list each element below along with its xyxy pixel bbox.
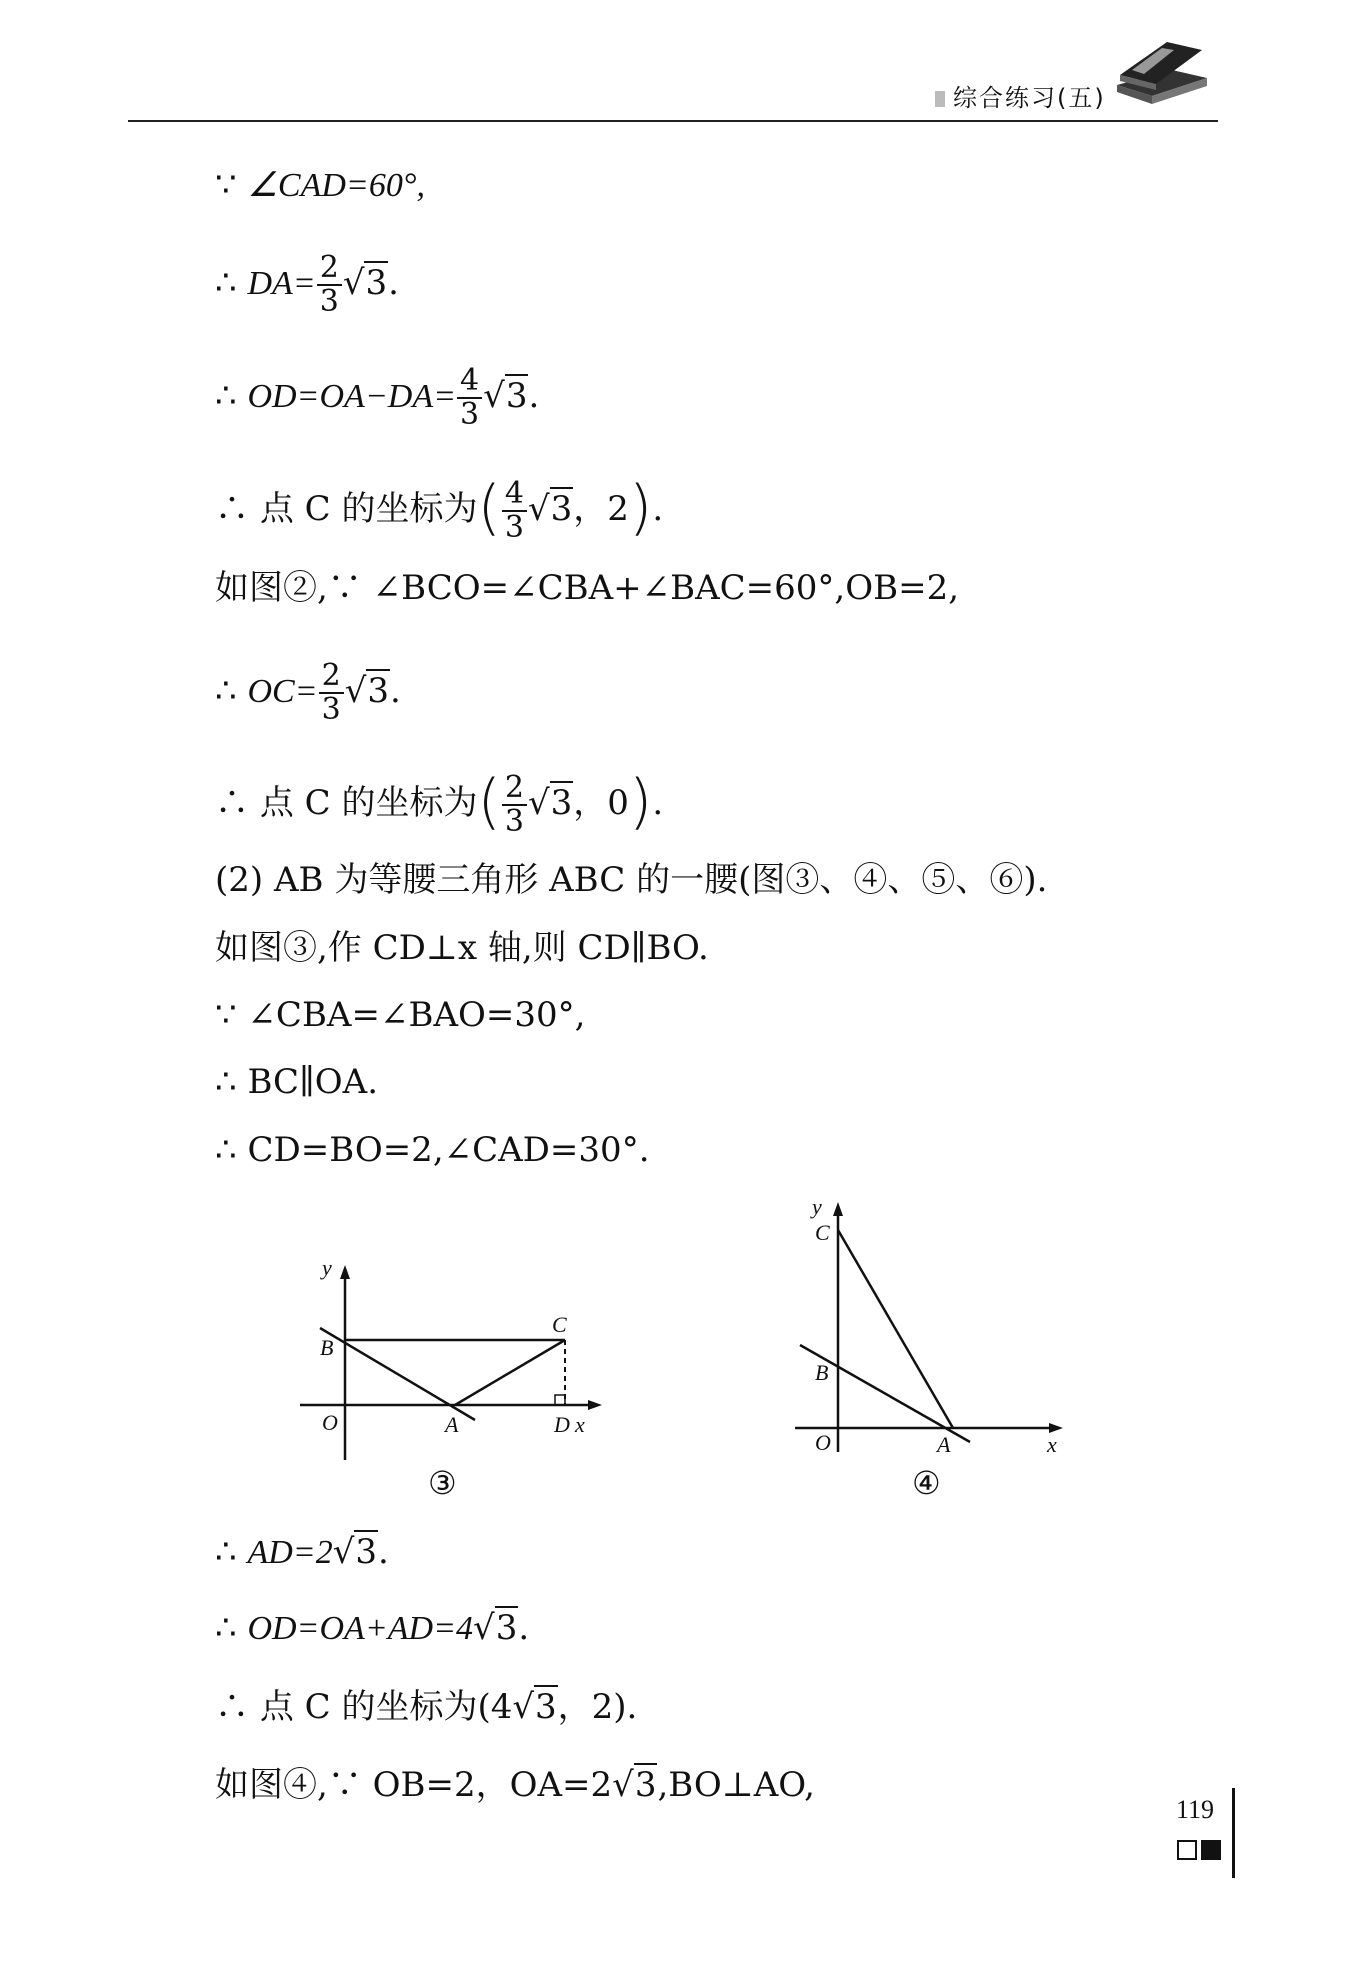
figure-3-caption: ③: [428, 1464, 457, 1502]
fraction: [502, 478, 527, 544]
label-a: A: [937, 1432, 951, 1457]
radicand: 3: [367, 671, 390, 711]
because-symbol: ∵: [215, 165, 237, 205]
radicand: 3: [550, 489, 573, 529]
label-o: O: [322, 1410, 338, 1435]
coordinate-y: ，2: [573, 489, 629, 529]
denominator: 3: [321, 692, 341, 727]
coordinate-text: 点 C 的坐标为: [259, 783, 478, 823]
fraction: [502, 772, 527, 838]
radicand: 3: [355, 1532, 378, 1572]
proof-line-11: [215, 1062, 378, 1102]
label-b: B: [815, 1360, 829, 1385]
numerator: 2: [317, 252, 342, 286]
therefore-symbol: ∴: [215, 376, 237, 416]
proof-line-7: [215, 767, 664, 839]
figure-4: [785, 1190, 1075, 1464]
square-root: √3: [512, 1687, 557, 1727]
proof-line-2: [215, 252, 399, 318]
square-root: √3: [612, 1765, 657, 1805]
label-d: D: [554, 1412, 570, 1437]
figure-3: [290, 1255, 620, 1469]
coordinate-text: 点 C 的坐标为: [259, 489, 478, 529]
square-root: √3: [342, 263, 388, 303]
line-text: 如图②,∵ ∠BCO=∠CBA+∠BAC=60°,OB=2,: [215, 568, 960, 608]
proof-line-9: [215, 928, 709, 968]
therefore-symbol: ∴: [215, 1532, 237, 1572]
expression-lhs: OC=: [247, 673, 318, 710]
expression-lhs: DA=: [247, 265, 316, 302]
book-stack-icon: [1112, 30, 1212, 110]
empty-square-icon: [1177, 1840, 1197, 1860]
square-root: √3: [473, 1608, 518, 1648]
right-paren: ): [628, 473, 653, 543]
denominator: 3: [319, 284, 339, 319]
numerator: 2: [502, 772, 527, 806]
line-text: ∴ CD=BO=2,∠CAD=30°.: [215, 1130, 650, 1170]
proof-line-1: [215, 165, 425, 206]
fraction: [457, 365, 482, 431]
proof-line-13: [215, 1532, 389, 1573]
radicand: 3: [365, 263, 388, 303]
label-y: y: [322, 1255, 332, 1280]
left-paren: (: [477, 473, 501, 543]
coordinate-tail: ，2).: [557, 1687, 638, 1727]
line-text: 如图③,作 CD⊥x 轴,则 CD∥BO.: [215, 928, 709, 968]
therefore-symbol: ∴: [215, 783, 249, 823]
y-axis-arrow-icon: [340, 1265, 350, 1279]
proof-line-16: [215, 1765, 815, 1805]
line-end: .: [378, 1532, 389, 1572]
proof-line-12: [215, 1130, 650, 1170]
figure-3-diagram: [290, 1255, 620, 1465]
line-end: .: [652, 783, 664, 823]
denominator: 3: [504, 510, 524, 545]
line-end: .: [388, 263, 399, 303]
line-end: .: [518, 1608, 530, 1648]
line-end: .: [390, 671, 401, 711]
radicand: 3: [505, 376, 528, 416]
numerator: 4: [502, 478, 527, 512]
numerator: 2: [319, 660, 344, 694]
proof-line-14: [215, 1608, 529, 1649]
line-text: (2) AB 为等腰三角形 ABC 的一腰(图③、④、⑤、⑥).: [215, 860, 1048, 900]
therefore-symbol: ∴: [215, 263, 237, 303]
label-a: A: [445, 1412, 459, 1437]
header-rule: [128, 120, 1218, 122]
figure-4-caption: ④: [912, 1464, 941, 1502]
label-x: x: [575, 1412, 585, 1437]
page-margin-bar: [1232, 1788, 1235, 1878]
line-text: 如图④,∵ OB=2，OA=2: [215, 1765, 613, 1805]
radicand: 3: [535, 1687, 557, 1727]
x-axis-arrow-icon: [588, 1400, 602, 1410]
expression-lhs: OD=OA+AD=4: [247, 1610, 474, 1647]
proof-line-5: [215, 568, 959, 608]
therefore-symbol: ∴: [215, 489, 249, 529]
fraction: [317, 252, 342, 318]
denominator: 3: [460, 397, 480, 432]
proof-line-8: [215, 860, 1047, 900]
proof-line-6: [215, 660, 401, 726]
therefore-symbol: ∴: [215, 1687, 249, 1727]
square-root: √3: [344, 671, 390, 711]
therefore-symbol: ∴: [215, 1608, 237, 1648]
proof-line-4: [215, 473, 664, 545]
numerator: 4: [457, 365, 482, 399]
page-number: 119: [1176, 1795, 1215, 1824]
proof-line-15: [215, 1687, 637, 1727]
coordinate-y: ，0: [573, 783, 629, 823]
line-end: .: [528, 376, 540, 416]
label-x: x: [1047, 1432, 1057, 1457]
left-paren: (: [477, 767, 501, 837]
header-marker: [935, 91, 945, 107]
coordinate-text: 点 C 的坐标为(4: [259, 1687, 513, 1727]
square-root: √3: [527, 489, 573, 529]
label-b: B: [320, 1335, 334, 1360]
y-axis-arrow-icon: [833, 1202, 843, 1216]
radicand: 3: [495, 1608, 518, 1648]
denominator: 3: [504, 804, 524, 839]
header-title: [935, 78, 1106, 113]
square-root: √3: [332, 1532, 378, 1572]
proof-line-10: [215, 995, 585, 1035]
label-o: O: [815, 1430, 831, 1455]
filled-square-icon: [1201, 1840, 1221, 1860]
line-text: ∵ ∠CBA=∠BAO=30°,: [215, 995, 586, 1035]
radicand: 3: [634, 1765, 657, 1805]
label-c: C: [815, 1220, 830, 1245]
proof-line-3: [215, 365, 539, 431]
header-title-text: 综合练习(五): [953, 84, 1106, 112]
square-root: √3: [483, 376, 528, 416]
line-tail: ,BO⊥AO,: [657, 1765, 815, 1805]
expression-lhs: OD=OA−DA=: [247, 378, 457, 415]
label-y: y: [812, 1194, 822, 1219]
fraction: [319, 660, 344, 726]
line-text: ∴ BC∥OA.: [215, 1062, 379, 1102]
figure-4-diagram: [785, 1190, 1075, 1460]
expression: ∠CAD=60°,: [247, 167, 425, 204]
right-angle-mark: [555, 1395, 565, 1405]
right-paren: ): [628, 767, 653, 837]
square-root: √3: [527, 783, 573, 823]
expression-lhs: AD=2: [247, 1534, 333, 1571]
label-c: C: [552, 1312, 567, 1337]
therefore-symbol: ∴: [215, 671, 237, 711]
segment-ac: [455, 1340, 565, 1405]
radicand: 3: [550, 783, 573, 823]
line-end: .: [652, 489, 664, 529]
